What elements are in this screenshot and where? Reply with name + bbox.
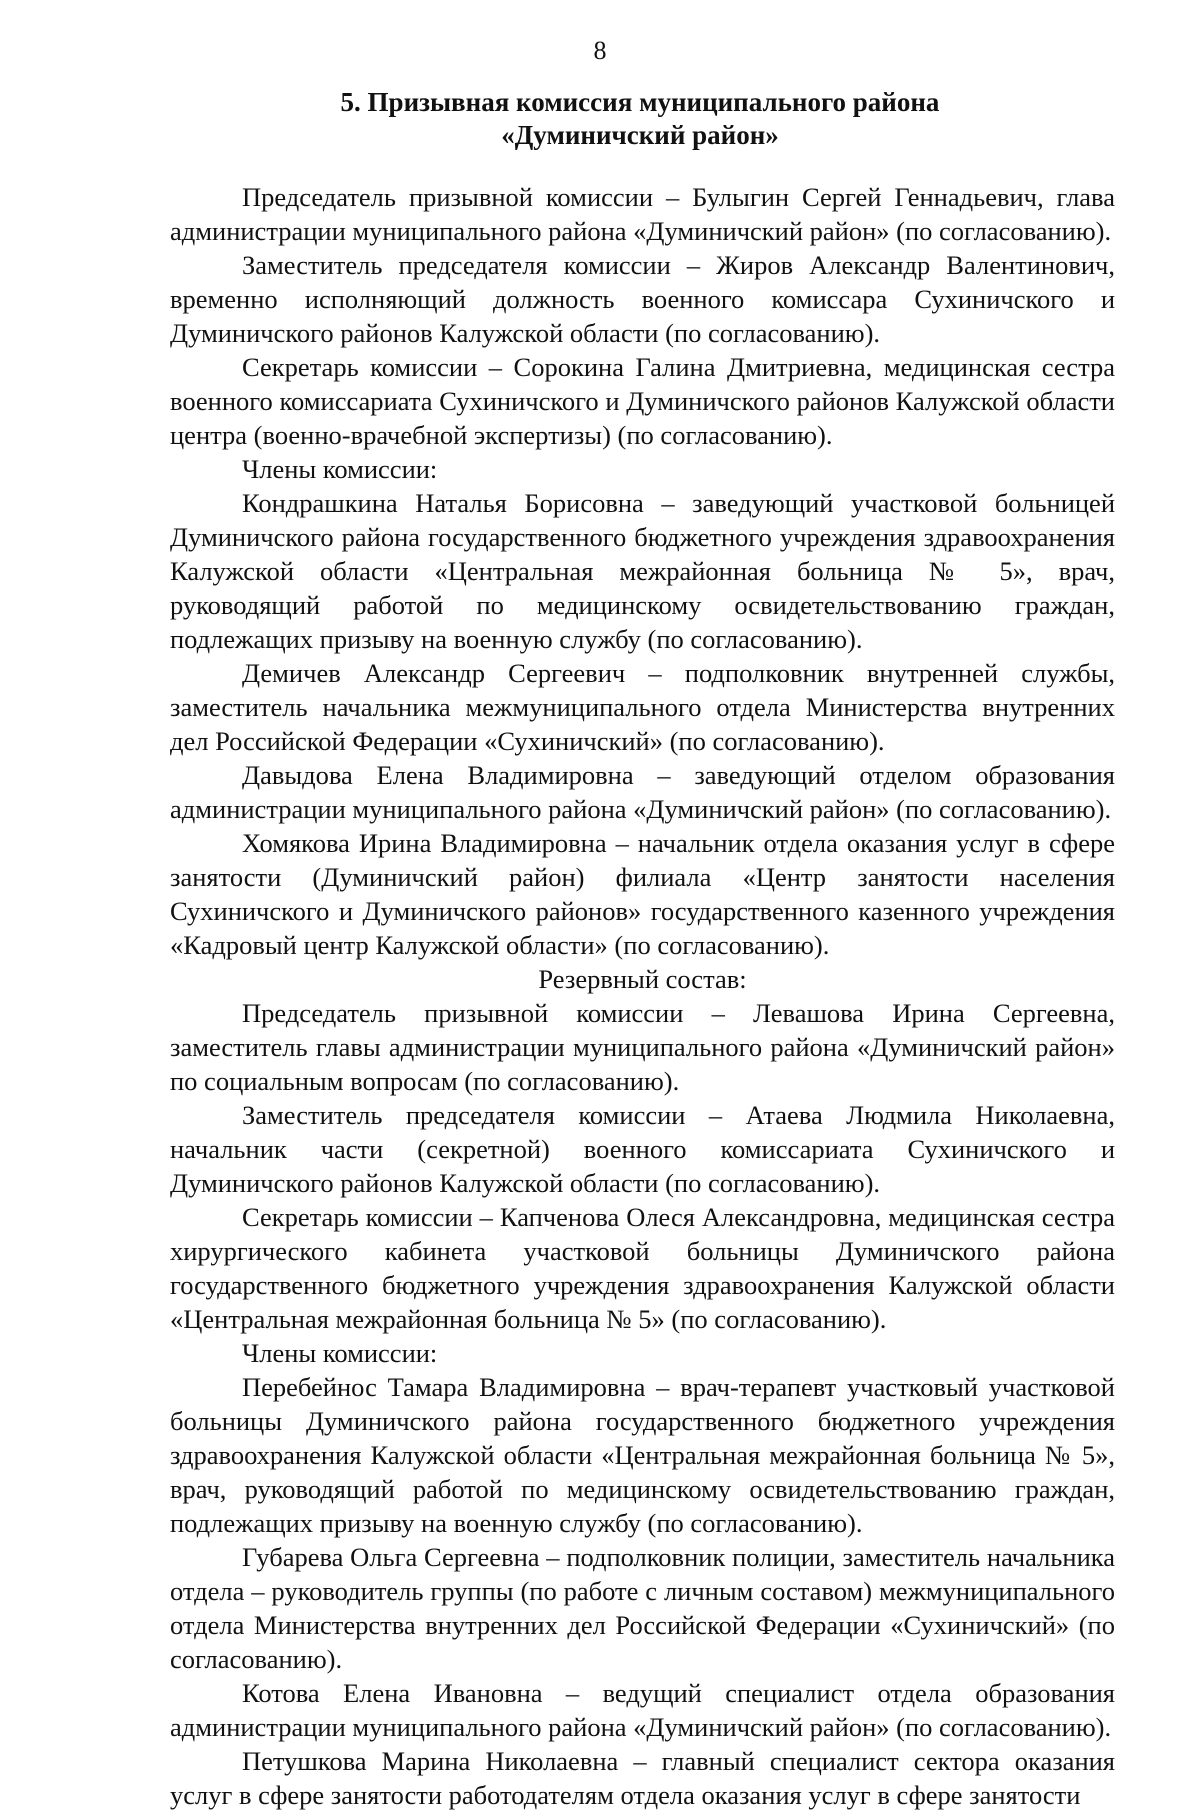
paragraph-members-heading: Члены комиссии:: [242, 454, 438, 484]
paragraph-reserve-member: Котова Елена Ивановна – ведущий специалист отдела образования администрации муниципального района «Думиничский район» (по согласованию).: [170, 1678, 1115, 1742]
page-number: 8: [593, 36, 607, 65]
paragraph-secretary: Секретарь комиссии – Сорокина Галина Дмитриевна, медицинская сестра военного комиссариата Сухиничского и Думиничского районов Калужской области центра (военно-врачебной экспертизы) (по согласованию).: [170, 352, 1115, 450]
paragraph-reserve-chairman: Председатель призывной комиссии – Левашова Ирина Сергеевна, заместитель главы администрации муниципального района «Думиничский район» по социальным вопросам (по согласованию).: [170, 998, 1115, 1096]
reserve-composition-heading: Резервный состав:: [538, 964, 747, 994]
paragraph-member: Давыдова Елена Владимировна – заведующий отделом образования администрации муниципального района «Думиничский район» (по согласованию).: [170, 760, 1115, 824]
paragraph-member: Кондрашкина Наталья Борисовна – заведующий участковой больницей Думиничского района государственного бюджетного учреждения здравоохранения Калужской области «Центральная межрайонная больница № 5», врач, руководящий работой по медицинскому освидетельствованию граждан, подлежащих призыву на военную службу (по согласованию).: [170, 488, 1115, 654]
paragraph-chairman: Председатель призывной комиссии – Булыгин Сергей Геннадьевич, глава администрации муниципального района «Думиничский район» (по согласованию).: [170, 182, 1115, 246]
paragraph-reserve-member: Перебейнос Тамара Владимировна – врач-терапевт участковый участковой больницы Думиничского района государственного бюджетного учреждения здравоохранения Калужской области «Центральная межрайонная больница № 5», врач, руководящий работой по медицинскому освидетельствованию граждан, подлежащих призыву на военную службу (по согласованию).: [170, 1372, 1115, 1538]
paragraph-deputy-chairman: Заместитель председателя комиссии – Жиров Александр Валентинович, временно исполняющий должность военного комиссара Сухиничского и Думиничского районов Калужской области (по согласованию).: [170, 250, 1115, 348]
section-heading-line-2: «Думиничский район»: [501, 120, 779, 150]
paragraph-reserve-member: Петушкова Марина Николаевна – главный специалист сектора оказания услуг в сфере занятости работодателям отдела оказания услуг в сфере занятости: [170, 1746, 1115, 1810]
paragraph-reserve-secretary: Секретарь комиссии – Капченова Олеся Александровна, медицинская сестра хирургического кабинета участковой больницы Думиничского района государственного бюджетного учреждения здравоохранения Калужской области «Центральная межрайонная больница № 5» (по согласованию).: [170, 1202, 1115, 1334]
section-heading: [160, 86, 1120, 152]
paragraph-member: Хомякова Ирина Владимировна – начальник отдела оказания услуг в сфере занятости (Думиничский район) филиала «Центр занятости населения Сухиничского и Думиничского районов» государственного казенного учреждения «Кадровый центр Калужской области» (по согласованию).: [170, 828, 1115, 960]
paragraph-member: Демичев Александр Сергеевич – подполковник внутренней службы, заместитель начальника межмуниципального отдела Министерства внутренних дел Российской Федерации «Сухиничский» (по согласованию).: [170, 658, 1115, 756]
section-heading-line-1: 5. Призывная комиссия муниципального района: [340, 87, 940, 117]
document-body: [170, 180, 1115, 1812]
paragraph-reserve-deputy-chairman: Заместитель председателя комиссии – Атаева Людмила Николаевна, начальник части (секретной) военного комиссариата Сухиничского и Думиничского районов Калужской области (по согласованию).: [170, 1100, 1115, 1198]
paragraph-reserve-member: Губарева Ольга Сергеевна – подполковник полиции, заместитель начальника отдела – руководитель группы (по работе с личным составом) межмуниципального отдела Министерства внутренних дел Российской Федерации «Сухиничский» (по согласованию).: [170, 1542, 1115, 1674]
paragraph-reserve-members-heading: Члены комиссии:: [242, 1338, 438, 1368]
